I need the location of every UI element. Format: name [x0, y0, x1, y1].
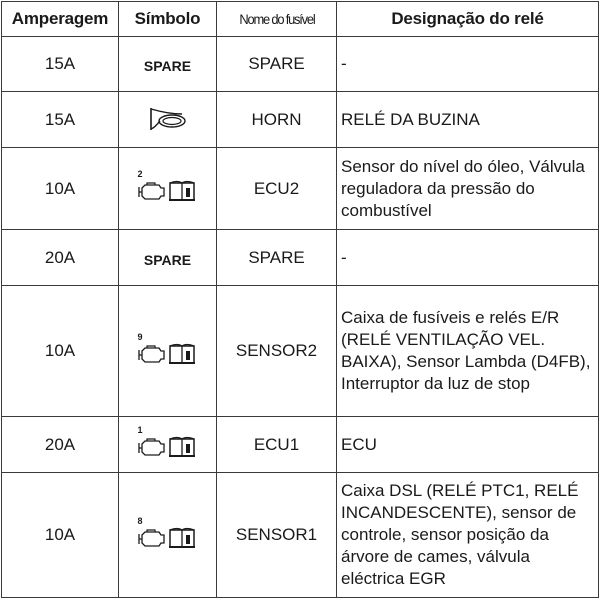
header-fuse-name [221, 2, 331, 37]
cell-fuse-name: HORN [217, 92, 337, 148]
cell-fuse-name: SPARE [217, 230, 337, 286]
cell-fuse-name: SPARE [217, 37, 337, 92]
table-row [2, 473, 599, 598]
header-relay-designation: Designação do relé [337, 2, 599, 37]
cell-relay-designation: - [337, 230, 599, 286]
cell-relay-designation: ECU [337, 417, 599, 473]
cell-symbol [119, 148, 217, 230]
cell-relay-designation: Sensor do nível do óleo, Válvula reguladora da pressão do combustível [337, 148, 599, 230]
engine-manual-icon [137, 331, 199, 366]
engine-manual-icon [137, 169, 199, 203]
cell-amperage: 20A [2, 230, 119, 286]
cell-amperage: 10A [2, 286, 119, 417]
cell-symbol [119, 37, 217, 92]
table-header-row [2, 2, 599, 37]
spare-symbol-text: SPARE [143, 251, 192, 268]
cell-symbol [119, 473, 217, 598]
manual-book-icon [169, 344, 195, 364]
engine-icon [139, 183, 164, 199]
cell-amperage: 10A [2, 473, 119, 598]
cell-relay-designation: - [337, 37, 599, 92]
engine-icon [139, 439, 164, 455]
cell-symbol [119, 230, 217, 286]
table-row [2, 92, 599, 148]
table-row [2, 148, 599, 230]
symbol-number: 2 [137, 169, 143, 179]
cell-relay-designation: Caixa de fusíveis e relés E/R (RELÉ VENTILAÇÃO VEL. BAIXA), Sensor Lambda (D4FB), Interruptor da luz de stop [337, 286, 599, 417]
spare-symbol-text: SPARE [143, 58, 192, 74]
cell-relay-designation: Caixa DSL (RELÉ PTC1, RELÉ INCANDESCENTE), sensor de controle, sensor posição da árvore de cames, válvula eléctrica EGR [337, 473, 599, 598]
cell-fuse-name: SENSOR2 [217, 286, 337, 417]
cell-symbol [119, 286, 217, 417]
symbol-number: 9 [137, 331, 143, 342]
engine-manual-icon [137, 425, 199, 459]
header-amperage: Amperagem [2, 2, 119, 37]
symbol-number: 8 [137, 515, 143, 526]
header-fuse-name-label: Nome do fusível [238, 11, 315, 27]
cell-symbol [119, 92, 217, 148]
cell-amperage: 20A [2, 417, 119, 473]
cell-symbol [119, 417, 217, 473]
cell-fuse-name: ECU1 [217, 417, 337, 473]
cell-amperage: 15A [2, 37, 119, 92]
header-symbol: Símbolo [119, 2, 217, 37]
engine-icon [139, 346, 164, 362]
cell-fuse-name: ECU2 [217, 148, 337, 230]
cell-amperage: 15A [2, 92, 119, 148]
table-row [2, 37, 599, 92]
cell-fuse-name: SENSOR1 [217, 473, 337, 598]
manual-book-icon [169, 528, 195, 548]
symbol-number: 1 [137, 425, 143, 435]
table-row [2, 417, 599, 473]
fuse-table [1, 1, 599, 598]
manual-book-icon [169, 182, 195, 202]
engine-icon [139, 530, 164, 546]
table-row [2, 230, 599, 286]
engine-manual-icon [137, 515, 199, 550]
horn-icon [148, 105, 188, 138]
cell-relay-designation: RELÉ DA BUZINA [337, 92, 599, 148]
manual-book-icon [169, 438, 195, 458]
table-row [2, 286, 599, 417]
cell-amperage: 10A [2, 148, 119, 230]
